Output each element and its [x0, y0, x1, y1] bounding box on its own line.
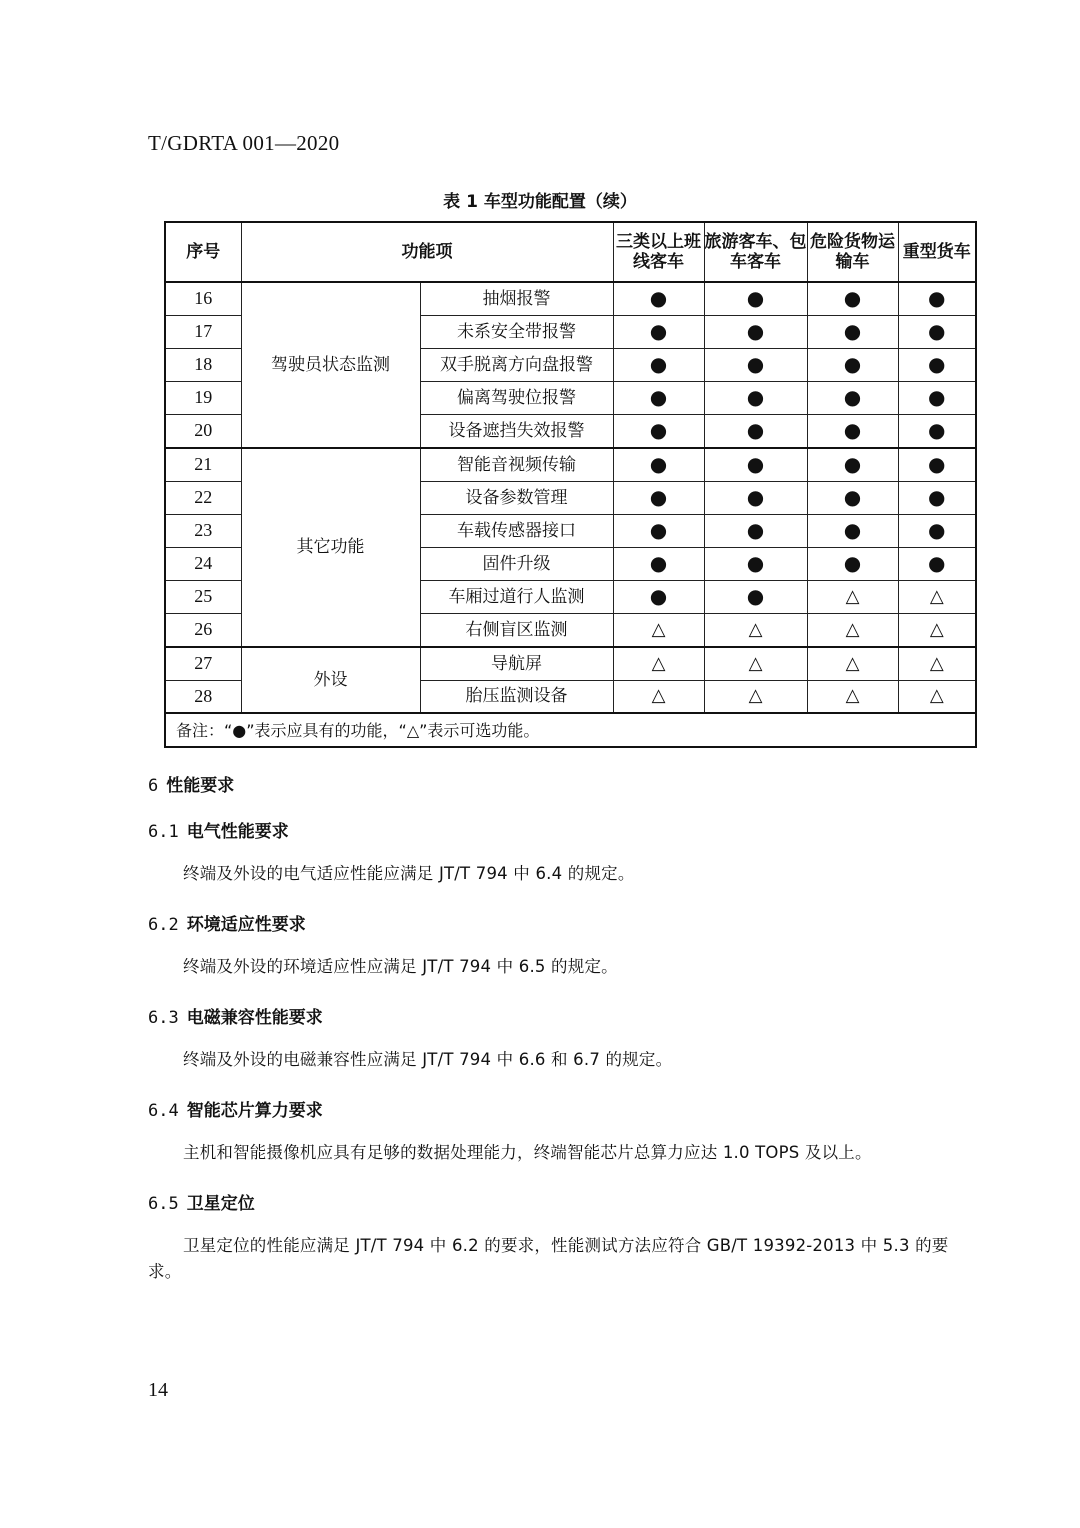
required-symbol: ● [928, 550, 946, 575]
function-item: 右侧盲区监测 [420, 614, 613, 647]
optional-symbol: △ [929, 652, 944, 674]
row-number: 21 [165, 448, 241, 481]
optional-symbol: △ [929, 586, 944, 608]
required-symbol: ● [746, 550, 765, 575]
row-number: 27 [165, 647, 241, 680]
function-item: 车厢过道行人监测 [420, 581, 613, 614]
section-6-4-text: 主机和智能摄像机应具有足够的数据处理能力，终端智能芯片总算力应达 1.0 TOPS 及以上。 [183, 1143, 872, 1162]
section-6-4-heading [148, 1096, 323, 1121]
function-item: 双手脱离方向盘报警 [420, 348, 613, 381]
row-number: 24 [165, 548, 241, 581]
section-6-2-text: 终端及外设的环境适应性应满足 JT/T 794 中 6.5 的规定。 [183, 957, 618, 976]
header-hazmat-truck: 危险货物运输车 [807, 222, 898, 282]
header-tour-bus: 旅游客车、包车客车 [704, 222, 807, 282]
function-item: 车载传感器接口 [420, 514, 613, 547]
function-item: 未系安全带报警 [420, 315, 613, 348]
optional-symbol: △ [651, 685, 666, 707]
required-symbol: ● [649, 517, 668, 542]
required-symbol: ● [928, 451, 946, 476]
required-symbol: ● [843, 318, 862, 343]
required-symbol: ● [746, 351, 765, 376]
required-symbol: ● [928, 318, 946, 343]
section-number: 6 [148, 776, 159, 796]
required-symbol: ● [843, 285, 862, 310]
section-6-heading [148, 771, 234, 796]
required-symbol: ● [649, 351, 668, 376]
section-number: 6.4 [148, 1101, 179, 1121]
section-6-1-heading [148, 817, 289, 842]
optional-symbol: △ [845, 586, 860, 608]
required-symbol: ● [843, 451, 862, 476]
row-number: 16 [165, 282, 241, 315]
function-item: 导航屏 [420, 647, 613, 680]
section-6-2-heading [148, 910, 306, 935]
section-title: 性能要求 [166, 776, 235, 796]
table-note: 备注：“●”表示应具有的功能，“△”表示可选功能。 [165, 713, 976, 747]
required-symbol: ● [649, 285, 668, 310]
optional-symbol: △ [748, 619, 763, 641]
required-symbol: ● [746, 584, 765, 609]
optional-symbol: △ [845, 652, 860, 674]
function-item: 智能音视频传输 [420, 448, 613, 481]
header-seq: 序号 [165, 222, 241, 282]
header-class3-bus: 三类以上班线客车 [613, 222, 704, 282]
table-row [165, 647, 976, 680]
required-symbol: ● [649, 417, 668, 442]
optional-symbol: △ [929, 619, 944, 641]
section-number: 6.3 [148, 1008, 179, 1028]
section-title: 电气性能要求 [186, 822, 289, 842]
row-number: 26 [165, 614, 241, 647]
section-title: 电磁兼容性能要求 [186, 1008, 323, 1028]
required-symbol: ● [928, 351, 946, 376]
required-symbol: ● [928, 417, 946, 442]
optional-symbol: △ [929, 685, 944, 707]
table-row [165, 448, 976, 481]
required-symbol: ● [649, 318, 668, 343]
row-number: 28 [165, 680, 241, 713]
optional-symbol: △ [845, 685, 860, 707]
table-caption: 表 1 车型功能配置（续） [443, 192, 637, 212]
section-title: 环境适应性要求 [186, 915, 306, 935]
required-symbol: ● [746, 318, 765, 343]
table-row [165, 282, 976, 315]
row-number: 20 [165, 415, 241, 448]
optional-symbol: △ [651, 652, 666, 674]
group-label-peripheral: 外设 [241, 647, 420, 713]
required-symbol: ● [746, 517, 765, 542]
section-number: 6.5 [148, 1194, 179, 1214]
optional-symbol: △ [748, 652, 763, 674]
required-symbol: ● [928, 517, 946, 542]
row-number: 22 [165, 481, 241, 514]
function-item: 抽烟报警 [420, 282, 613, 315]
header-heavy-truck: 重型货车 [898, 222, 976, 282]
required-symbol: ● [649, 584, 668, 609]
row-number: 25 [165, 581, 241, 614]
optional-symbol: △ [748, 685, 763, 707]
required-symbol: ● [649, 550, 668, 575]
required-symbol: ● [746, 451, 765, 476]
optional-symbol: △ [651, 619, 666, 641]
required-symbol: ● [843, 517, 862, 542]
row-number: 19 [165, 382, 241, 415]
section-number: 6.1 [148, 822, 179, 842]
required-symbol: ● [746, 384, 765, 409]
required-symbol: ● [649, 484, 668, 509]
section-title: 卫星定位 [186, 1194, 255, 1214]
required-symbol: ● [843, 550, 862, 575]
group-label-driver: 驾驶员状态监测 [241, 282, 420, 448]
required-symbol: ● [843, 484, 862, 509]
section-title: 智能芯片算力要求 [186, 1101, 323, 1121]
required-symbol: ● [928, 384, 946, 409]
required-symbol: ● [746, 484, 765, 509]
required-symbol: ● [928, 484, 946, 509]
document-code: T/GDRTA 001—2020 [148, 131, 340, 155]
function-item: 固件升级 [420, 548, 613, 581]
row-number: 17 [165, 315, 241, 348]
section-6-5-heading [148, 1189, 255, 1214]
function-item: 设备遮挡失效报警 [420, 415, 613, 448]
required-symbol: ● [649, 384, 668, 409]
required-symbol: ● [843, 351, 862, 376]
table-header-row [165, 222, 976, 282]
group-label-other: 其它功能 [241, 448, 420, 647]
section-6-5-text: 卫星定位的性能应满足 JT/T 794 中 6.2 的要求，性能测试方法应符合 GB/T 19392-2013 中 5.3 的要求。 [148, 1236, 949, 1281]
row-number: 23 [165, 514, 241, 547]
function-config-table [164, 221, 977, 748]
page-number: 14 [148, 1379, 168, 1401]
function-item: 偏离驾驶位报警 [420, 382, 613, 415]
required-symbol: ● [843, 417, 862, 442]
optional-symbol: △ [845, 619, 860, 641]
header-function: 功能项 [241, 222, 613, 282]
required-symbol: ● [746, 285, 765, 310]
required-symbol: ● [843, 384, 862, 409]
section-6-3-text: 终端及外设的电磁兼容性应满足 JT/T 794 中 6.6 和 6.7 的规定。 [183, 1050, 673, 1069]
required-symbol: ● [928, 285, 946, 310]
required-symbol: ● [746, 417, 765, 442]
section-6-3-heading [148, 1003, 323, 1028]
table-note-row [165, 713, 976, 747]
row-number: 18 [165, 348, 241, 381]
required-symbol: ● [649, 451, 668, 476]
section-6-1-text: 终端及外设的电气适应性能应满足 JT/T 794 中 6.4 的规定。 [183, 864, 635, 883]
section-number: 6.2 [148, 915, 179, 935]
function-item: 胎压监测设备 [420, 680, 613, 713]
function-item: 设备参数管理 [420, 481, 613, 514]
